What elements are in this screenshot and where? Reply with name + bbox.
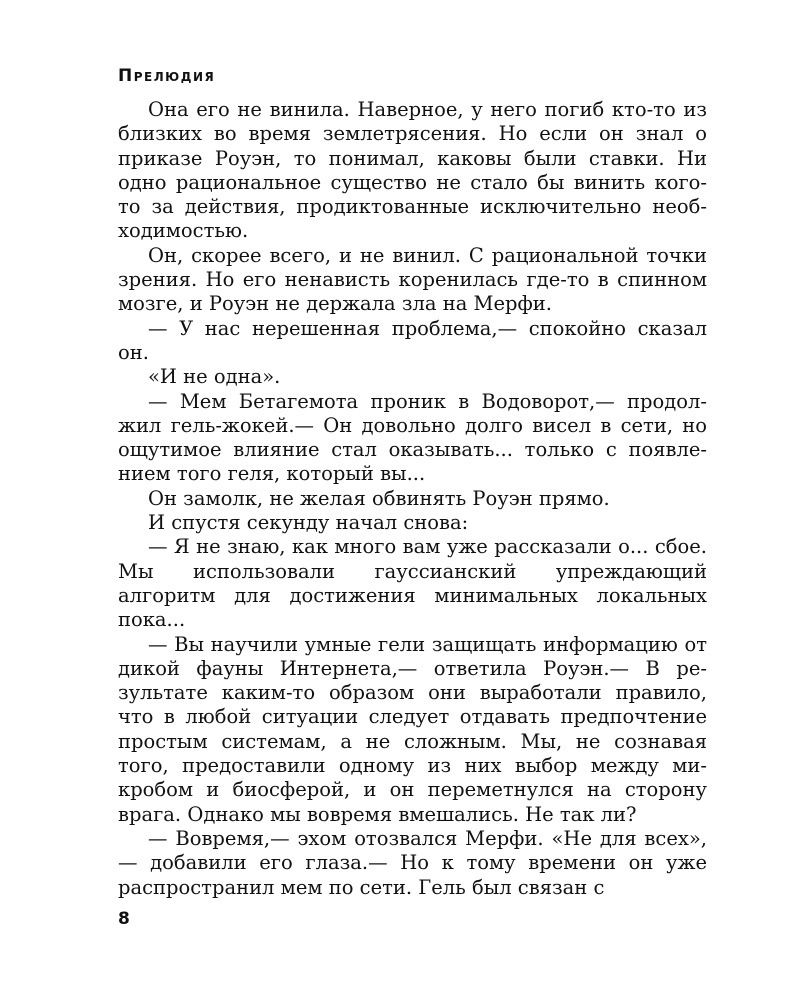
paragraph-6: Он замолк, не желая обвинять Роуэн прямо.: [148, 486, 610, 510]
paragraph-1: Она его не винила. Наверное, у него погиб кто-то из близких во время землетрясения. Но если он знал о приказе Роуэн, то понимал, каковы были ставки. Ни одно рациональное существо не стало бы винить кого-то за действия, продиктованные исключительно необходимостью.: [118, 98, 707, 243]
paragraph-8: — Я не знаю, как много вам уже рассказали о... сбое. Мы использовали гауссианский упреждающий алгоритм для достижения минимальных локальных пока...: [118, 535, 707, 632]
running-head: Прелюдия: [118, 66, 216, 86]
paragraph-5: — Мем Бетагемота проник в Водоворот,— продолжил гель-жокей.— Он довольно долго висел в сети, но ощутимое влияние стал оказывать... только с появлением того геля, который вы...: [118, 389, 707, 486]
paragraph-10: — Вовремя,— эхом отозвался Мерфи. «Не для всех»,— добавили его глаза.— Но к тому времени он уже распространил мем по сети. Гель был связан с: [118, 826, 707, 899]
paragraph-7: И спустя секунду начал снова:: [148, 511, 469, 535]
paragraph-2: Он, скорее всего, и не винил. С рациональной точки зрения. Но его ненависть коренилась где-то в спинном мозге, и Роуэн не держала зла на Мерфи.: [118, 243, 707, 316]
body-text: [118, 98, 707, 900]
paragraph-4: «И не одна».: [148, 365, 281, 389]
paragraph-9: — Вы научили умные гели защищать информацию от дикой фауны Интернета,— ответила Роуэн.— В результате каким-то образом они выработали правило, что в любой ситуации следует отдавать предпочтение простым системам, а не сложным. Мы, не сознавая того, предоставили одному из них выбор между микробом и биосферой, и он переметнулся на сторону врага. Однако мы вовремя вмешались. Не так ли?: [118, 632, 707, 826]
paragraph-3: — У нас нерешенная проблема,— спокойно сказал он.: [118, 316, 707, 364]
page-number: 8: [118, 909, 130, 929]
